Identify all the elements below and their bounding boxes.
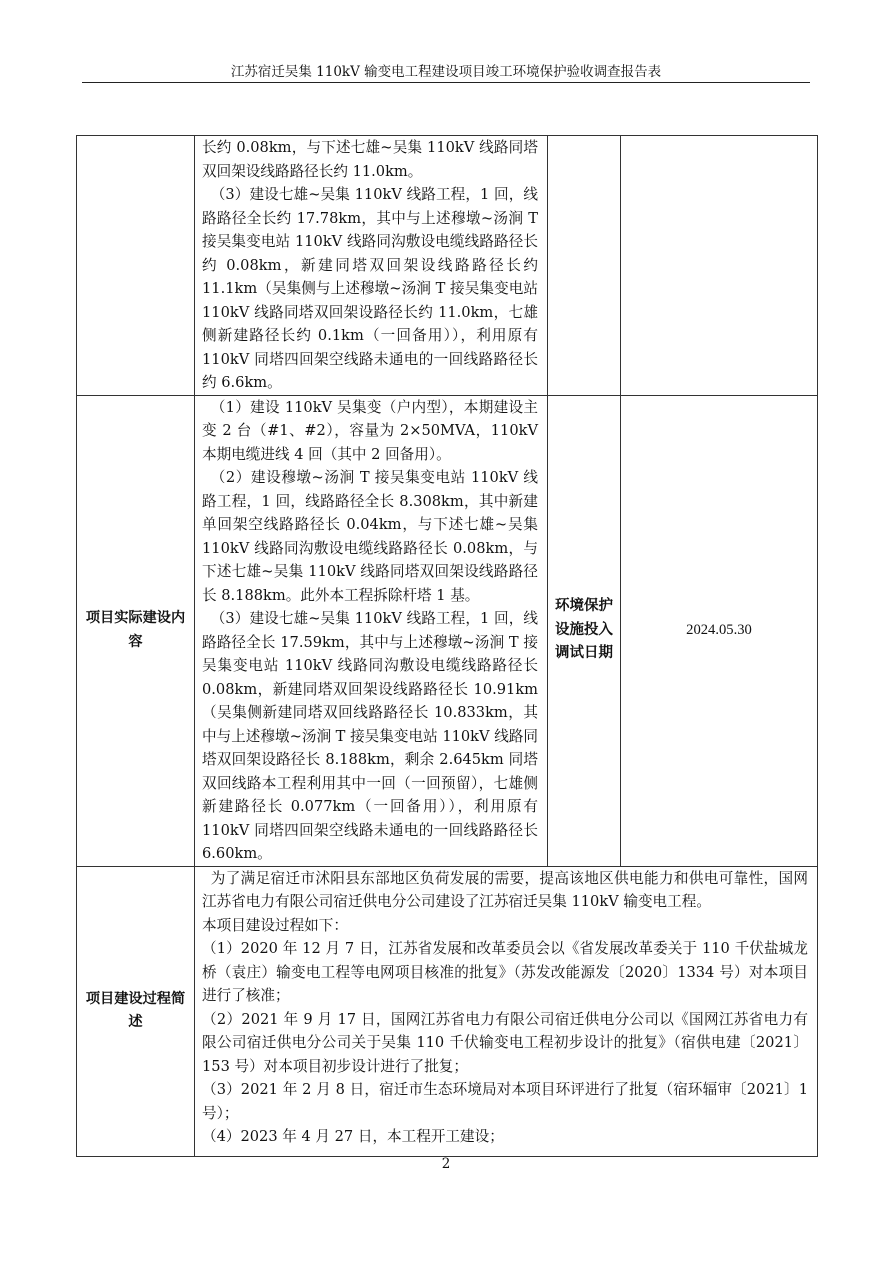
process-paragraph-6: （4）2023 年 4 月 27 日，本工程开工建设； — [202, 1128, 504, 1145]
planned-paragraph-1: 长约 0.08km，与下述七雄~吴集 110kV 线路同塔双回架设线路路径长约 11.0km。 — [202, 139, 538, 180]
process-paragraph-4: （2）2021 年 9 月 17 日，国网江苏省电力有限公司宿迁供电分公司以《国网江苏省电力有限公司宿迁供电分公司关于吴集 110 千伏输变电工程初步设计的批复》（宿供电建〔2021〕153 号）对本项目初步设计进行了批复； — [202, 1010, 808, 1075]
process-paragraph-2: 本项目建设过程如下： — [202, 916, 348, 934]
commissioning-date-label: 环境保护设施投入调试日期 — [548, 395, 621, 866]
process-paragraph-5: （3）2021 年 2 月 8 日，宿迁市生态环境局对本项目环评进行了批复（宿环辐审〔2021〕1 号）； — [202, 1081, 808, 1122]
document-header: 江苏宿迁吴集 110kV 输变电工程建设项目竣工环境保护验收调查报告表 — [230, 64, 662, 80]
planned-date-value-cell — [621, 136, 818, 396]
planned-label-cell — [77, 136, 195, 396]
actual-content-label: 项目实际建设内容 — [77, 395, 195, 866]
planned-paragraph-2: （3）建设七雄~吴集 110kV 线路工程，1 回，线路路径全长约 17.78km，其中与上述穆墩~汤涧 T 接吴集变电站 110kV 线路同沟敷设电缆线路路径长约 0.08km，新建同塔双回架设线路路径长约 11.1km（吴集侧与上述穆墩~汤涧 T 接吴集变电站 110kV 线路同塔双回架设路径长约 11.0km，七雄侧新建路径长约 0.1km（一回备用）），利用原有 110kV 同塔四回架空线路未通电的一回线路路径长约 6.6km。 — [202, 186, 538, 391]
report-table — [76, 135, 818, 1157]
header-rule — [82, 82, 810, 83]
page-number: 2 — [441, 1156, 451, 1172]
process-paragraph-3: （1）2020 年 12 月 7 日，江苏省发展和改革委员会以《省发展改革委关于 110 千伏盐城龙桥（袁庄）输变电工程等电网项目核准的批复》（苏发改能源发〔2020〕1334 号）对本项目进行了核准； — [202, 940, 808, 1004]
actual-paragraph-2: （2）建设穆墩~汤涧 T 接吴集变电站 110kV 线路工程，1 回，线路路径全长 8.308km，其中新建单回架空线路路径长 0.04km，与下述七雄~吴集 110kV 线路同沟敷设电缆线路路径长 0.08km，与下述七雄~吴集 110kV 线路同塔双回架设线路路径长 8.188km。此外本工程拆除杆塔 1 基。 — [202, 469, 538, 604]
actual-paragraph-1: （1）建设 110kV 吴集变（户内型），本期建设主变 2 台（#1、#2），容量为 2×50MVA，110kV 本期电缆进线 4 回（其中 2 回备用）。 — [202, 398, 538, 463]
process-content-cell — [195, 866, 818, 1156]
actual-content-cell — [195, 395, 548, 866]
process-label: 项目建设过程简述 — [77, 866, 195, 1156]
process-row — [77, 866, 818, 1156]
planned-content-row — [77, 136, 818, 396]
planned-date-label-cell — [548, 136, 621, 396]
actual-content-row — [77, 395, 818, 866]
planned-content-cell — [195, 136, 548, 396]
commissioning-date-value: 2024.05.30 — [621, 395, 818, 866]
process-paragraph-1: 为了满足宿迁市沭阳县东部地区负荷发展的需要，提高该地区供电能力和供电可靠性，国网江苏省电力有限公司宿迁供电分公司建设了江苏宿迁吴集 110kV 输变电工程。 — [202, 869, 808, 910]
actual-paragraph-3: （3）建设七雄~吴集 110kV 线路工程，1 回，线路路径全长 17.59km，其中与上述穆墩~汤涧 T 接吴集变电站 110kV 线路同沟敷设电缆线路路径长 0.08km，新建同塔双回架设线路路径长 10.91km（吴集侧新建同塔双回线路路径长 10.833km，其中与上述穆墩~汤涧 T 接吴集变电站 110kV 线路同塔双回架设路径长 8.188km，剩余 2.645km 同塔双回线路本工程利用其中一回（一回预留），七雄侧新建路径长 0.077km（一回备用）），利用原有 110kV 同塔四回架空线路未通电的一回线路路径长 6.60km。 — [202, 610, 538, 862]
